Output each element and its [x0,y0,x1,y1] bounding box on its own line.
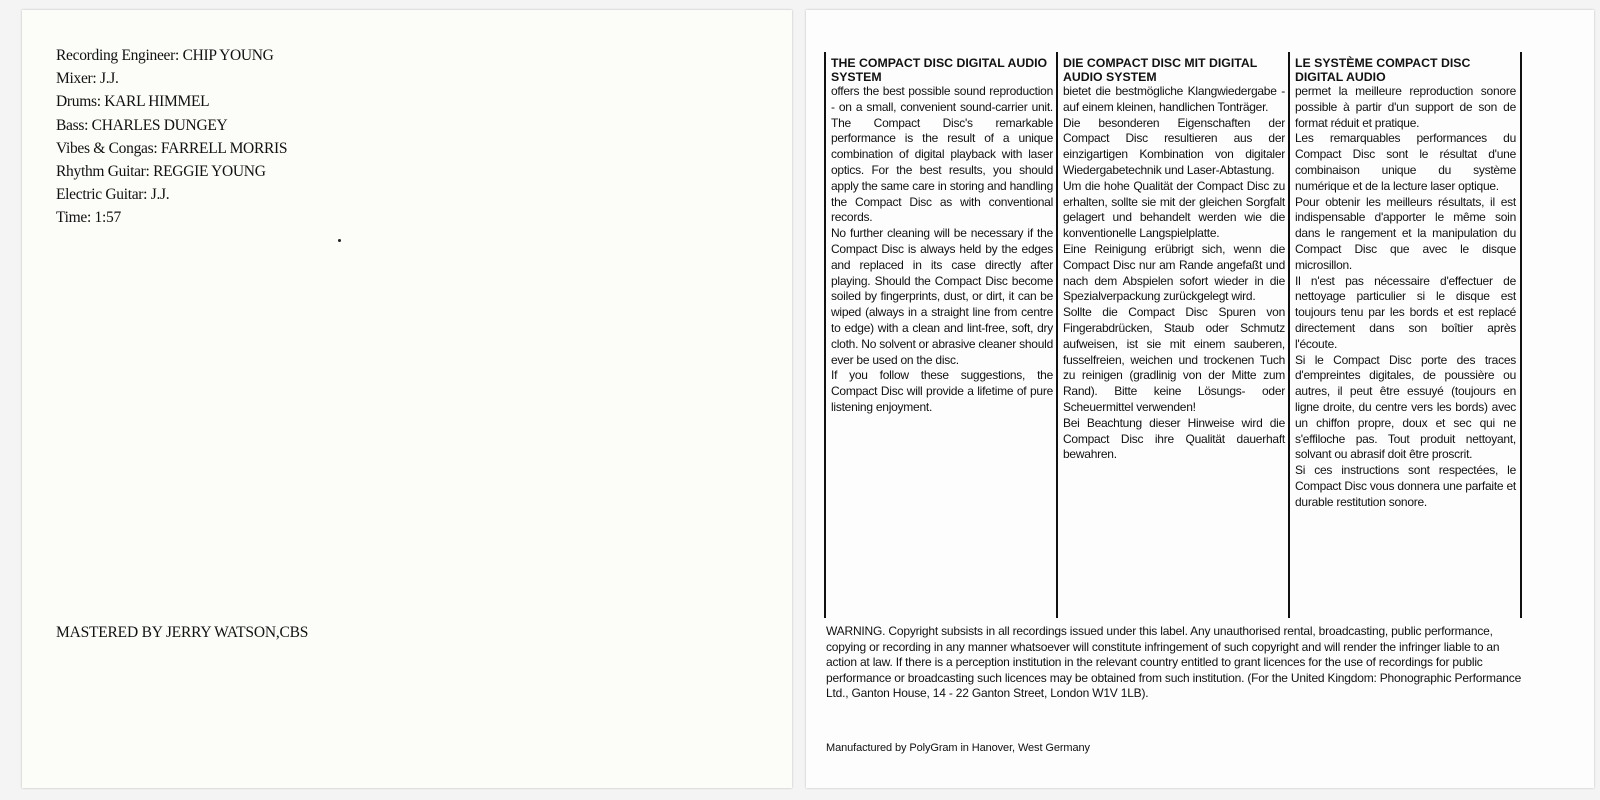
left-page [22,10,792,788]
column-heading: LE SYSTÈME COMPACT DISC DIGITAL AUDIO [1295,56,1471,84]
column-paragraph: Um die hohe Qualität der Compact Disc zu erhalten, sollte sie mit der gleichen Sorgfalt gelagert und behandelt werden wie die konventionelle Langspielplatte. [1063,178,1285,241]
credit-line: Drums: KARL HIMMEL [56,93,210,111]
column-paragraph: permet la meilleure reproduction sonore possible à partir d'un support de son de format réduit et pratique. [1295,84,1516,130]
column-paragraph: Die besonderen Eigenschaften der Compact Disc resultieren aus der einzigartigen Kombination von digitaler Wiedergabetechnik und Laser-Abtastung. [1063,115,1285,177]
column-paragraph: Eine Reinigung erübrigt sich, wenn die Compact Disc nur am Rande angefaßt und nach dem Abspielen sofort wieder in die Spezialverpackung zurückgelegt wird. [1063,241,1285,304]
dot-mark [338,239,341,242]
column-paragraph: Pour obtenir les meilleurs résultats, il est indispensable d'apporter le même soin dans le rangement et la manipulation du Compact Disc que avec le disque microsillon. [1295,194,1516,272]
manufacturer-note: Manufactured by PolyGram in Hanover, West Germany [826,742,1090,754]
french-column [1288,52,1522,618]
credit-line: Bass: CHARLES DUNGEY [56,116,228,134]
copyright-warning: WARNING. Copyright subsists in all recordings issued under this label. Any unauthorised rental, broadcasting, public performance, copying or recording in any manner whatsoever will constitute infringement of such copyright and will render the infringer liable to an action at law. If there is a perception institution in the relevant country entitled to grant licences for the use of recordings for public performance or broadcasting such licences may be obtained from such institution. (For the United Kingdom: Phonographic Performance Ltd., Ganton House, 14 - 22 Ganton Street, London W1V 1LB). [826,624,1522,701]
credit-line: Mixer: J.J. [56,70,119,88]
column-paragraph: Les remarquables performances du Compact Disc sont le résultat d'une combinaison unique du système numérique et de la lecture laser optique. [1295,131,1516,193]
column-paragraph: bietet die bestmögliche Klangwiedergabe - auf einem kleinen, handlichen Tonträger. [1063,84,1285,114]
credit-line: Electric Guitar: J.J. [56,186,170,204]
column-paragraph: Il n'est pas nécessaire d'effectuer de nettoyage particulier si le disque est toujours tenu par les bords et est replacé directement dans son boîtier après l'écoute. [1295,273,1516,351]
credit-line: Vibes & Congas: FARRELL MORRIS [56,139,288,157]
column-paragraph: If you follow these suggestions, the Compact Disc will provide a lifetime of pure listening enjoyment. [831,368,1053,414]
column-paragraph: Si ces instructions sont respectées, le Compact Disc vous donnera une parfaite et durable restitution sonore. [1295,463,1516,509]
credits-list [56,44,287,230]
column-heading: THE COMPACT DISC DIGITAL AUDIO SYSTEM [831,56,1048,84]
column-heading: DIE COMPACT DISC MIT DIGITAL AUDIO SYSTEM [1063,56,1258,84]
german-column [1056,52,1289,618]
column-paragraph: Si le Compact Disc porte des traces d'empreintes digitales, de poussière ou autres, il peut être essuyé (toujours en ligne droite, du centre vers les bords) avec un chiffon propre, doux et sec qui ne s'effiloche pas. Tout produit nettoyant, solvant ou abrasif doit être proscrit. [1295,352,1516,462]
column-paragraph: Sollte die Compact Disc Spuren von Fingerabdrücken, Staub oder Schmutz aufweisen, ist sie mit einem sauberen, fusselfreien, weichen und trockenen Tuch zu reinigen (gradlinig von der Mitte zum Rand). Bitte keine Lösungs- oder Scheuermittel verwenden! [1063,305,1285,414]
credit-line: Recording Engineer: CHIP YOUNG [56,47,274,64]
column-paragraph: No further cleaning will be necessary if the Compact Disc is always held by the edges and replaced in its case directly after playing. Should the Compact Disc become soiled by fingerprints, dust, or dirt, it can be wiped (always in a straight line from centre to edge) with a clean and lint-free, soft, dry cloth. No solvent or abrasive cleaner should ever be used on the disc. [831,226,1053,367]
english-column [824,52,1057,618]
mastered-credit: MASTERED BY JERRY WATSON,CBS [56,624,309,641]
info-columns [806,42,1594,612]
column-paragraph: offers the best possible sound reproduction - on a small, convenient sound-carrier unit. The Compact Disc's remarkable performance is the result of a unique combination of digital playback with laser optics. For the best results, you should apply the same care in storing and handling the Compact Disc as with conventional records. [831,84,1053,225]
column-paragraph: Bei Beachtung dieser Hinweise wird die Compact Disc ihre Qualität dauerhaft bewahren. [1063,415,1285,462]
right-page [806,10,1594,788]
credit-line: Time: 1:57 [56,209,121,227]
credit-line: Rhythm Guitar: REGGIE YOUNG [56,163,266,181]
